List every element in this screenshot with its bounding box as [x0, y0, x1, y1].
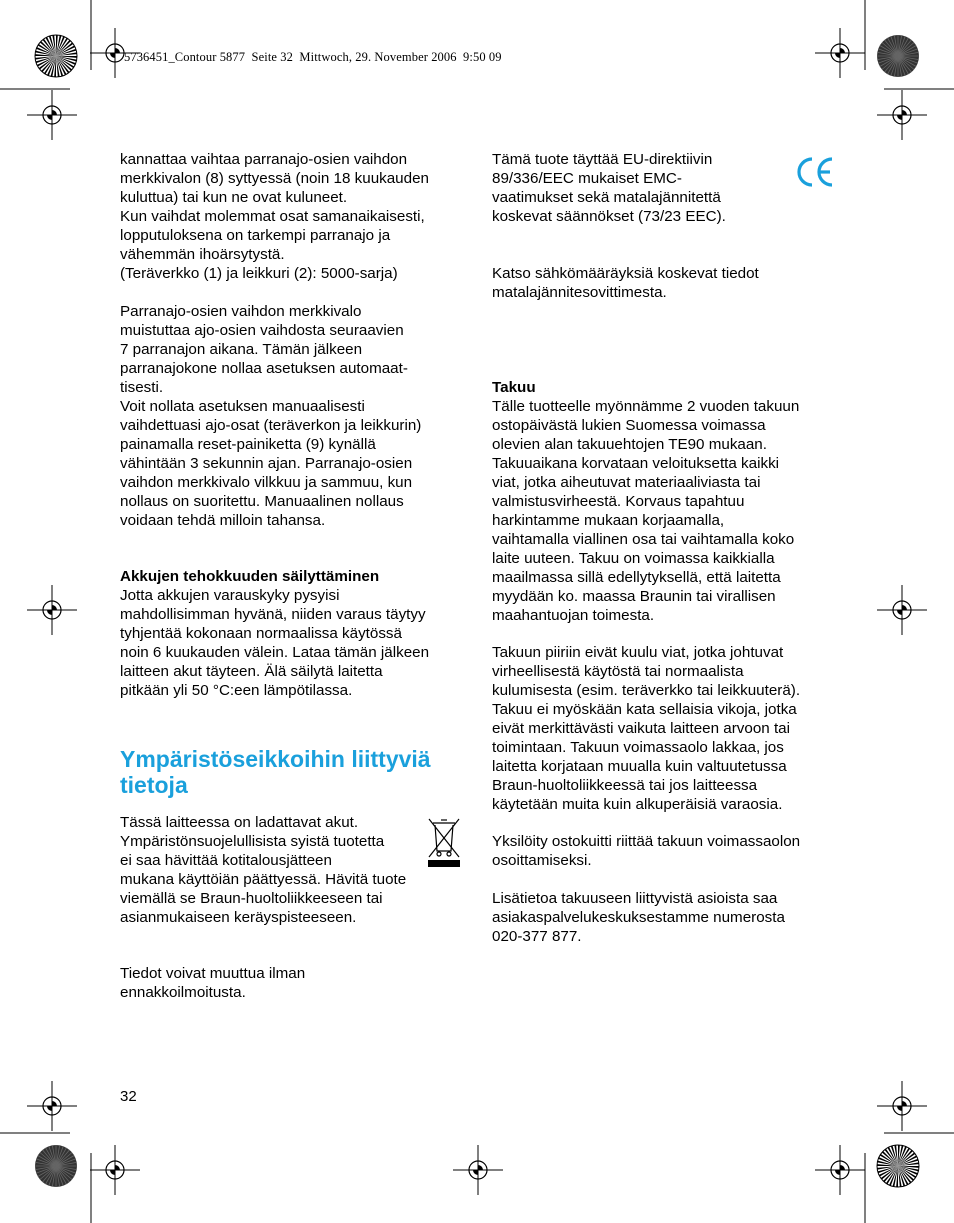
- registration-target-icon: [815, 28, 865, 78]
- low-voltage-text: Katso sähkömääräyksiä koskevat tiedot matalajännitesovittimesta.: [492, 265, 759, 301]
- low-voltage-section: [492, 264, 837, 302]
- warranty-text-1: Tälle tuotteelle myönnämme 2 vuoden takuun ostopäivästä lukien Suomessa voimassa olevien alan takuuehtojen TE90 mukaan. Takuuaikana korvataan veloituksetta kaikki viat, jotka aiheutuvat materiaaliviasta tai valmistusvirheestä. Korvaus tapahtuu harkintamme mukaan korjaamalla, vaihtamalla viallinen osa tai vaihtamalla koko laite uuteen. Takuu on voimassa kaikkialla maailmassa sillä edellytyksellä, että laitetta myydään ko. maassa Braunin tai virallisen maahantuojan toimesta.: [492, 398, 800, 624]
- environment-heading: Ympäristöseikkoihin liittyviä tietoja: [120, 746, 431, 798]
- warranty-section-2: [492, 643, 837, 814]
- environment-text: Tässä laitteessa on ladattavat akut. Ympäristönsuojelullisista syistä tuotetta ei saa hävittää kotitalousjätteen mukana käyttöiän päättyessä. Hävitä tuote viemällä se Braun-huoltoliikkeeseen tai asianmukaiseen keräyspisteeseen.: [120, 814, 407, 926]
- battery-text: Jotta akkujen varauskyky pysyisi mahdollisimman hyvänä, niiden varaus täytyy tyhjentää kokonaan normaalissa käytössä noin 6 kuukauden välein. Lataa tämän jälkeen laitteen akut täyteen. Älä säilytä laitetta pitkään yli 50 °C:een lämpötilassa.: [120, 587, 430, 699]
- notice-section: [120, 964, 465, 1002]
- warranty-section-4: [492, 889, 837, 946]
- shaving-parts-text: kannattaa vaihtaa parranajo-osien vaihdon merkkivalon (8) syttyessä (noin 18 kuukauden kuluttua) tai kun ne ovat kuluneet. Kun vaihdat molemmat osat samanaikaisesti, lopputuloksena on tarkempi parranajo ja vähemmän ihoärsytystä. (Teräverkko (1) ja leikkuri (2): 5000-sarja): [120, 151, 429, 282]
- page-number: 32: [120, 1088, 137, 1105]
- eu-section: [492, 150, 782, 226]
- warranty-text-3: Yksilöity ostokuitti riittää takuun voimassaolon osoittamiseksi.: [492, 833, 801, 869]
- warranty-section-3: [492, 832, 837, 870]
- warranty-text-2: Takuun piiriin eivät kuulu viat, jotka johtuvat virheellisestä käytöstä tai normaalista kulumisesta (esim. teräverkko tai leikkuuterä). Takuu ei myöskään kata sellaisia vikoja, jotka eivät merkittävästi vaikuta laitteen arvoon tai toimintaan. Takuun voimassaolo lakkaa, jos laitetta korjataan muualla kuin valtuutetussa Braun-huoltoliikkeessä tai jos laitteessa käytetään muita kuin alkuperäisiä varaosia.: [492, 644, 801, 813]
- registration-target-icon: [453, 1145, 503, 1195]
- environment-section: [120, 813, 440, 927]
- registration-target-icon: [27, 585, 77, 635]
- indicator-text: Parranajo-osien vaihdon merkkivalo muistuttaa ajo-osien vaihdosta seuraavien 7 parranajon aikana. Tämän jälkeen parranajokone nollaa asetuksen automaat- tisesti. Voit nollata asetuksen manuaalisesti vaihdettuasi ajo-osat (teräverkon ja leikkurin) painamalla reset-painiketta (9) kynällä vähintään 3 sekunnin ajan. Parranajo-osien vaihdon merkkivalo vilkkuu ja sammuu, kun nollaus on suoritettu. Manuaalinen nollaus voidaan tehdä milloin tahansa.: [120, 303, 422, 529]
- notice-text: Tiedot voivat muuttua ilman ennakkoilmoitusta.: [120, 965, 306, 1001]
- print-slug: 5736451_Contour 5877 Seite 32 Mittwoch, 29. November 2006 9:50 09: [124, 50, 502, 64]
- registration-target-icon: [877, 1081, 927, 1131]
- left-column-2: [120, 302, 465, 530]
- battery-heading: Akkujen tehokkuuden säilyttäminen: [120, 568, 380, 585]
- battery-section: [120, 567, 465, 700]
- starburst-icon: [35, 35, 77, 77]
- warranty-text-4: Lisätietoa takuuseen liittyvistä asioista saa asiakaspalvelukeskuksestamme numerosta 020-377 877.: [492, 890, 785, 945]
- registration-target-icon: [90, 1145, 140, 1195]
- starburst-icon: [35, 1145, 77, 1187]
- eu-directive-text: Tämä tuote täyttää EU-direktiivin 89/336/EEC mukaiset EMC- vaatimukset sekä matalajännitettä koskevat säännökset (73/23 EEC).: [492, 151, 726, 225]
- warranty-section: [492, 378, 837, 625]
- left-column: [120, 150, 465, 283]
- registration-target-icon: [815, 1145, 865, 1195]
- registration-target-icon: [877, 585, 927, 635]
- registration-target-icon: [27, 1081, 77, 1131]
- registration-target-icon: [877, 90, 927, 140]
- starburst-icon: [877, 35, 919, 77]
- warranty-heading: Takuu: [492, 379, 536, 396]
- crossed-bin-icon: [424, 815, 464, 869]
- starburst-icon: [877, 1145, 919, 1187]
- registration-target-icon: [27, 90, 77, 140]
- ce-mark-icon: [795, 154, 835, 190]
